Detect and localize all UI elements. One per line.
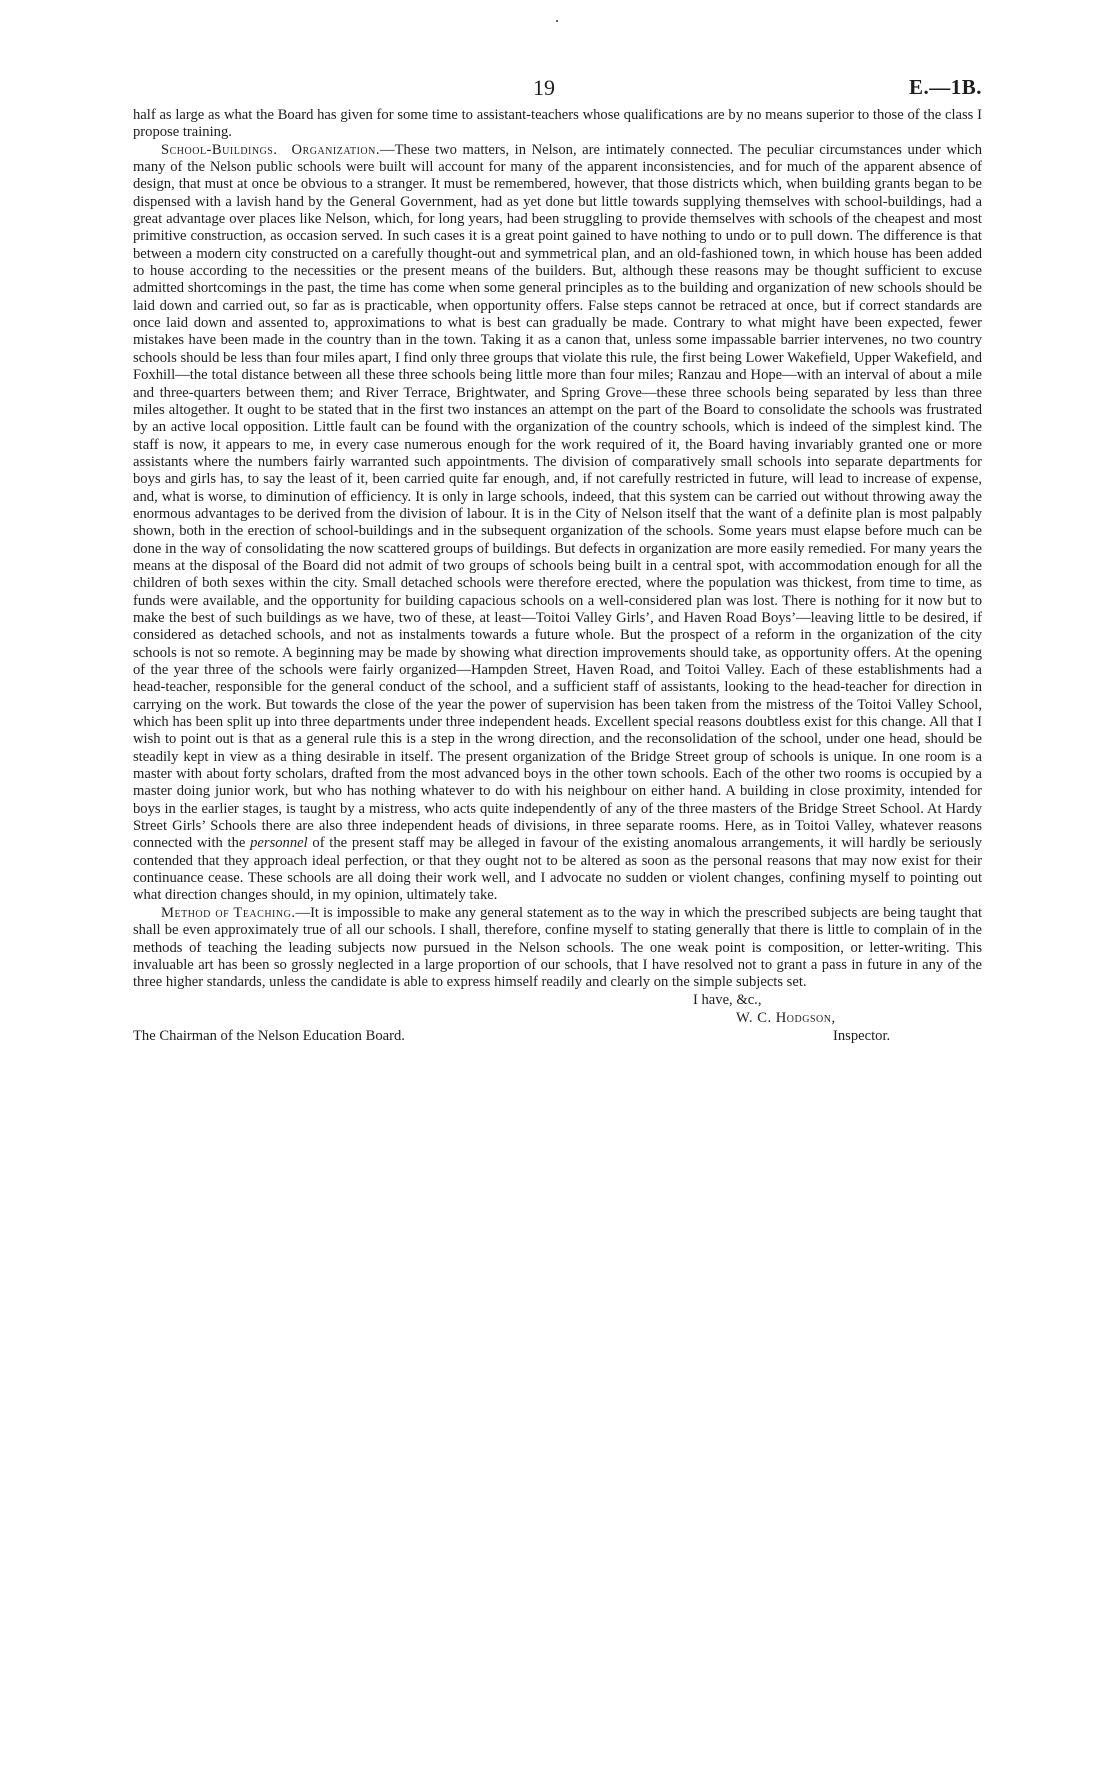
letter-closing (133, 992, 982, 1064)
print-speck (556, 20, 558, 22)
italic-term: personnel (250, 835, 308, 852)
paragraph-continuation: half as large as what the Board has given for some time to assistant-teachers whose qualifications are by no means superior to those of the class I propose training. (133, 107, 982, 141)
paragraph-school-buildings (133, 142, 982, 905)
document-code: E.—1B. (908, 75, 982, 99)
page-number: 19 (533, 75, 555, 100)
section-heading-school-buildings: School-Buildings. (161, 141, 278, 158)
salutation: I have, &c., (693, 991, 762, 1008)
paragraph-text-tail: of the present staff may be alleged in favour of the existing anomalous arrangements, it will hardly be seriously contended that they approach ideal perfection, or that they ought not to be altered as soon as the personal reasons that may now exist for their continuance cease. These schools are all doing their work well, and I advocate no sudden or violent changes, confining myself to pointing out what direction changes should, in my opinion, ultimately take. (133, 835, 982, 904)
body-text (133, 107, 982, 992)
paragraph-text: —These two matters, in Nelson, are intimately connected. The peculiar circumstances under which many of the Nelson public schools were built will account for many of the apparent inconsistencies, and for much of the apparent absence of design, that must at once be obvious to a stranger. It must be remembered, however, that those districts which, when building grants began to be dispensed with a lavish hand by the General Government, had as yet done but little towards supplying themselves with school-buildings, had a great advantage over places like Nelson, which, for long years, had been struggling to provide themselves with schools of the cheapest and most primitive construction, as occasion served. In such cases it is a great point gained to have nothing to undo or to pull down. The difference is that between a modern city constructed on a carefully thought-out and symmetrical plan, and an old-fashioned town, in which house has been added to house according to the necessities or the present means of the builders. But, although these reasons may be thought sufficient to excuse admitted shortcomings in the past, the time has come when some general principles as to the building and organization of new schools should be laid down and carried out, so far as is practicable, when opportunity offers. False steps cannot be retraced at once, but if correct standards are once laid down and assented to, approximations to what is best can gradually be made. Contrary to what might have been expected, fewer mistakes have been made in the country than in the town. Taking it as a canon that, unless some impassable barrier intervenes, no two country schools should be less than four miles apart, I find only three groups that violate this rule, the first being Lower Wakefield, Upper Wakefield, and Foxhill—the total distance between all these three schools being little more than four miles; Ranzau and Hope—with an interval of about a mile and three-quarters between them; and River Terrace, Brightwater, and Spring Grove—these three schools being separated by less than three miles altogether. It ought to be stated that in the first two instances an attempt on the part of the Board to consolidate the schools was frustrated by an active local opposition. Little fault can be found with the organization of the country schools, which is indeed of the simplest kind. The staff is now, it appears to me, in every case numerous enough for the work required of it, the Board having invariably granted one or more assistants where the numbers fairly warranted such appointments. The division of comparatively small schools into separate departments for boys and girls has, to say the least of it, been carried quite far enough, and, if not carefully restricted in future, will lead to increase of expense, and, what is worse, to diminution of efficiency. It is only in large schools, indeed, that this system can be carried out without throwing away the enormous advantages to be derived from the division of labour. It is in the City of Nelson itself that the want of a definite plan is most palpably shown, both in the erection of school-buildings and in the subsequent organization of the schools. Some years must elapse before much can be done in the way of consolidating the now scattered groups of buildings. But defects in organization are more easily remedied. For many years the means at the disposal of the Board did not admit of two groups of schools being built in a central spot, with accommodation enough for all the children of both sexes within the city. Small detached schools were therefore erected, where the population was thickest, from time to time, as funds were available, and the opportunity for building capacious schools on a well-considered plan was lost. There is nothing for it now but to make the best of such buildings as we have, two of these, at least—Toitoi Valley Girls’, and Haven Road Boys’—leaving little to be desired, if considered as detached schools, and not as instalments towards a future whole. But the prospect of a reform in the organization of the city schools is not so remote. A beginning may be made by showing what direction improvements should take, as opportunity offers. At the opening of the year three of the schools were fairly organized—Hampden Street, Haven Road, and Toitoi Valley. Each of these establishments had a head-teacher, responsible for the general conduct of the school, and a sufficient staff of assistants, looking to the head-teacher for direction in carrying on the work. But towards the close of the year the power of supervision has been taken from the mistress of the Toitoi Valley School, which has been split up into three departments under three independent heads. Excellent special reasons doubtless exist for this change. All that I wish to point out is that as a general rule this is a step in the wrong direction, and the reconsolidation of the school, under one head, should be steadily kept in view as a thing desirable in itself. The present organization of the Bridge Street group of schools is unique. In one room is a master with about forty scholars, drafted from the most advanced boys in the other town schools. Each of the other two rooms is occupied by a master doing junior work, but who has nothing whatever to do with his neighbour on either hand. A building in close proximity, intended for boys in the earlier stages, is taught by a mistress, who acts quite independently of any of the three masters of the Bridge Street School. At Hardy Street Girls’ Schools there are also three independent heads of divisions, in three separate rooms. Here, as in Toitoi Valley, whatever reasons connected with the (133, 141, 982, 852)
signature: W. C. Hodgson, (736, 1009, 836, 1026)
page-header (133, 75, 982, 107)
document-page (133, 75, 982, 1064)
signatory-title: Inspector. (833, 1027, 891, 1044)
paragraph-method-of-teaching (133, 905, 982, 992)
addressee: The Chairman of the Nelson Education Board. (133, 1027, 405, 1044)
section-heading-method-of-teaching: Method of Teaching. (161, 904, 296, 921)
section-heading-organization: Organization. (291, 141, 380, 158)
paragraph-text: —It is impossible to make any general statement as to the way in which the prescribed subjects are being taught that shall be even approximately true of all our schools. I shall, therefore, confine myself to stating generally that there is little to complain of in the methods of teaching the leading subjects now pursued in the Nelson schools. The one weak point is composition, or letter-writing. This invaluable art has been so grossly neglected in a large proportion of our schools, that I have resolved not to grant a pass in future in any of the three higher standards, unless the candidate is able to express himself readily and clearly on the simple subjects set. (133, 904, 982, 991)
